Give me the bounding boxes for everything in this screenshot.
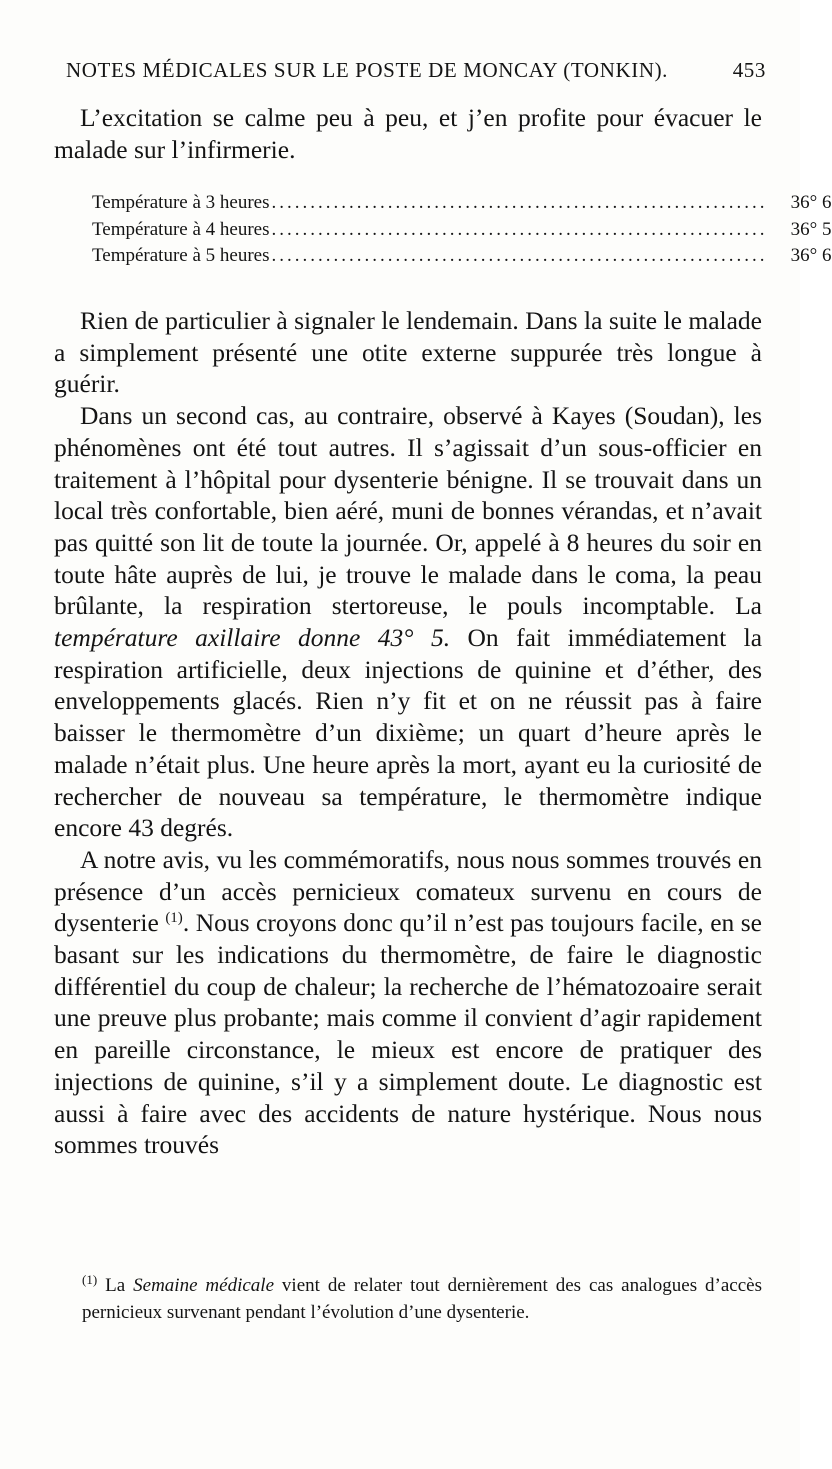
header-title: NOTES MÉDICALES SUR LE POSTE DE MONCAY (TONKIN).: [66, 58, 669, 82]
leader-dots: ................................................................: [271, 218, 768, 240]
footnote-italic: Semaine médicale: [133, 1275, 275, 1296]
footnote-mark: (1): [82, 1272, 98, 1287]
paragraph-4: [54, 844, 762, 1161]
temperature-label: Température à 3 heures: [92, 192, 270, 213]
temperature-table: [92, 190, 832, 270]
paragraph-1: L’excitation se calme peu à peu, et j’en profite pour évacuer le malade sur l’infirmerie.: [54, 103, 762, 164]
paragraph-3: [54, 400, 762, 844]
page-number: 453: [732, 58, 766, 82]
paragraph-2: Rien de particulier à signaler le lendemain. Dans la suite le malade a simplement présenté une otite externe suppurée très longue à guérir.: [54, 306, 762, 399]
temperature-value: 36° 6: [790, 245, 832, 266]
main-text: [54, 305, 762, 1161]
temperature-value: 36° 5: [790, 218, 832, 240]
temperature-row: [92, 190, 832, 217]
paragraph-4-text: A notre avis, vu les commémoratifs, nous nous sommes trouvés en présence d’un accès pernicieux comateux survenu en cours de dysenterie: [54, 844, 762, 938]
running-header: [66, 58, 766, 83]
temperature-label: Température à 4 heures: [92, 218, 270, 240]
paragraph-3-text: Dans un second cas, au contraire, observé à Kayes (Soudan), les phénomènes ont été tout autres. Il s’agissait d’un sous-officier en traitement à l’hôpital pour dysenterie bénigne. Il se trouvait dans un local très confortable, bien aéré, muni de bonnes vérandas, et n’avait pas quitté son lit de toute la journée. Or, appelé à 8 heures du soir en toute hâte auprès de lui, je trouve le malade dans le coma, la peau brûlante, la respiration stertoreuse, le pouls incomptable. La: [54, 401, 762, 621]
paragraph-4-text: . Nous croyons donc qu’il n’est pas toujours facile, en se basant sur les indications du thermomètre, de faire le diagnostic différentiel du coup de chaleur; la recherche de l’hématozoaire serait une preuve plus probante; mais comme il convient d’agir rapidement en pareille circonstance, le mieux est encore de pratiquer des injections de quinine, s’il y a simplement doute. Le diagnostic est aussi à faire avec des accidents de nature hystérique. Nous nous sommes trouvés: [54, 908, 763, 1160]
temperature-row: [92, 243, 832, 270]
footnote-reference: (1): [165, 910, 183, 927]
italic-phrase: température axillaire: [54, 623, 281, 653]
footnote-text: La: [105, 1275, 134, 1296]
italic-phrase: donne 43° 5.: [298, 623, 451, 653]
temperature-label: Température à 5 heures: [92, 245, 270, 266]
temperature-row: [92, 217, 832, 244]
footnote: [82, 1272, 762, 1326]
leader-dots: ................................................................: [271, 245, 768, 266]
paragraph-3-text: On fait immédiatement la respiration artificielle, deux injections de quinine et d’éther, des enveloppements glacés. Rien n’y fit et on ne réussit pas à faire baisser le thermomètre d’un dixième; un quart d’heure après le malade n’était plus. Une heure après la mort, ayant eu la curiosité de rechercher de nouveau sa température, le thermomètre indique encore 43 degrés.: [54, 623, 763, 843]
temperature-value: 36° 6: [790, 192, 832, 213]
leader-dots: ................................................................: [271, 192, 768, 213]
footnote-text: vient de relater tout dernièrement des cas analogues d’accès pernicieux survenant pendant l’évolution d’une dysenterie.: [82, 1275, 763, 1323]
